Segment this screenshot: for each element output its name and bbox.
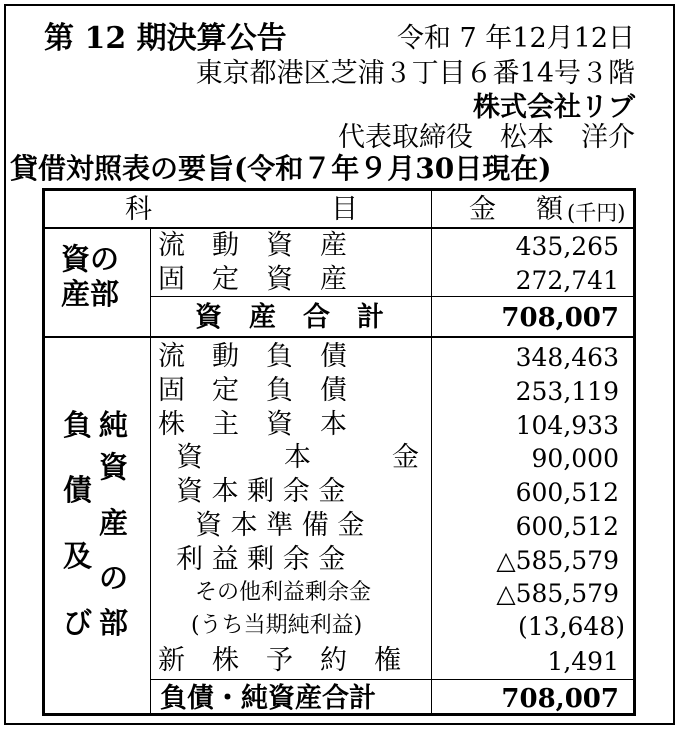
column-divider-group	[150, 227, 151, 713]
company-name: 株式会社リブ	[473, 92, 635, 123]
company-address: 東京都港区芝浦３丁目６番14号３階	[195, 58, 635, 89]
fixed-assets-label: 固 定 資 産	[158, 264, 347, 295]
current-assets-label: 流 動 資 産	[158, 230, 347, 261]
fixed-assets-value: 272,741	[515, 266, 619, 295]
liabilities-group-char-1: 負	[63, 408, 93, 442]
header-item-b: 目	[331, 194, 358, 225]
net-income-value: (13,648)	[518, 612, 625, 641]
retained-earnings-label: 利 益 剰 余 金	[176, 544, 346, 575]
shareholders-equity-value: 104,933	[515, 411, 619, 440]
current-liabilities-value: 348,463	[515, 343, 619, 372]
equity-group-char-1: 純	[99, 408, 129, 442]
liabilities-group-char-4: び	[63, 606, 93, 640]
capital-stock-value: 90,000	[531, 444, 619, 473]
other-retained-earnings-value: △585,579	[496, 579, 619, 608]
capital-surplus-value: 600,512	[515, 478, 619, 507]
capital-reserve-label: 資 本 準 備 金	[195, 510, 365, 541]
capital-surplus-label: 資 本 剰 余 金	[176, 476, 346, 507]
liabilities-group-char-2: 債	[63, 473, 93, 507]
equity-group-char-4: の	[99, 561, 129, 595]
fixed-liabilities-value: 253,119	[515, 377, 619, 406]
current-assets-value: 435,265	[515, 232, 619, 261]
assets-liabilities-separator	[45, 336, 633, 338]
assets-group-line2: 産部	[61, 277, 120, 311]
notice-title: 第 12 期決算公告	[44, 21, 287, 56]
liabilities-group-char-3: 及	[63, 539, 93, 573]
notice-date: 令和 7 年12月12日	[396, 23, 635, 54]
balance-sheet-subtitle: 貸借対照表の要旨(令和７年９月30日現在)	[10, 152, 552, 185]
total-liabilities-equity-label: 負債・純資産合計	[160, 683, 376, 714]
capital-stock-label: 資 本 金	[176, 442, 419, 473]
equity-group-char-2: 資	[99, 450, 129, 484]
assets-total-separator	[150, 296, 633, 297]
header-unit: (千円)	[567, 201, 626, 225]
total-liabilities-equity-value: 708,007	[501, 684, 619, 714]
stock-acquisition-rights-label: 新 株 予 約 権	[158, 645, 401, 676]
column-divider-amount	[431, 191, 432, 713]
header-amount-a: 金	[469, 194, 496, 225]
total-assets-label: 資 産 合 計	[195, 302, 384, 333]
retained-earnings-value: △585,579	[496, 546, 619, 575]
assets-group-line1: 資の	[61, 242, 120, 276]
header-separator	[45, 227, 633, 229]
balance-sheet-table	[42, 188, 636, 716]
capital-reserve-value: 600,512	[515, 512, 619, 541]
representative: 代表取締役 松本 洋介	[338, 122, 635, 153]
net-income-label: (うち当期純利益)	[191, 613, 363, 638]
equity-group-char-3: 産	[99, 506, 129, 540]
other-retained-earnings-label: その他利益剰余金	[195, 580, 372, 605]
header-amount-b: 額	[536, 194, 563, 225]
total-assets-value: 708,007	[501, 303, 619, 333]
liabilities-total-separator	[150, 679, 633, 680]
stock-acquisition-rights-value: 1,491	[547, 647, 619, 676]
equity-group-char-5: 部	[99, 606, 129, 640]
current-liabilities-label: 流 動 負 債	[158, 341, 347, 372]
header-item-a: 科	[125, 194, 152, 225]
fixed-liabilities-label: 固 定 負 債	[158, 375, 347, 406]
shareholders-equity-label: 株 主 資 本	[158, 409, 347, 440]
